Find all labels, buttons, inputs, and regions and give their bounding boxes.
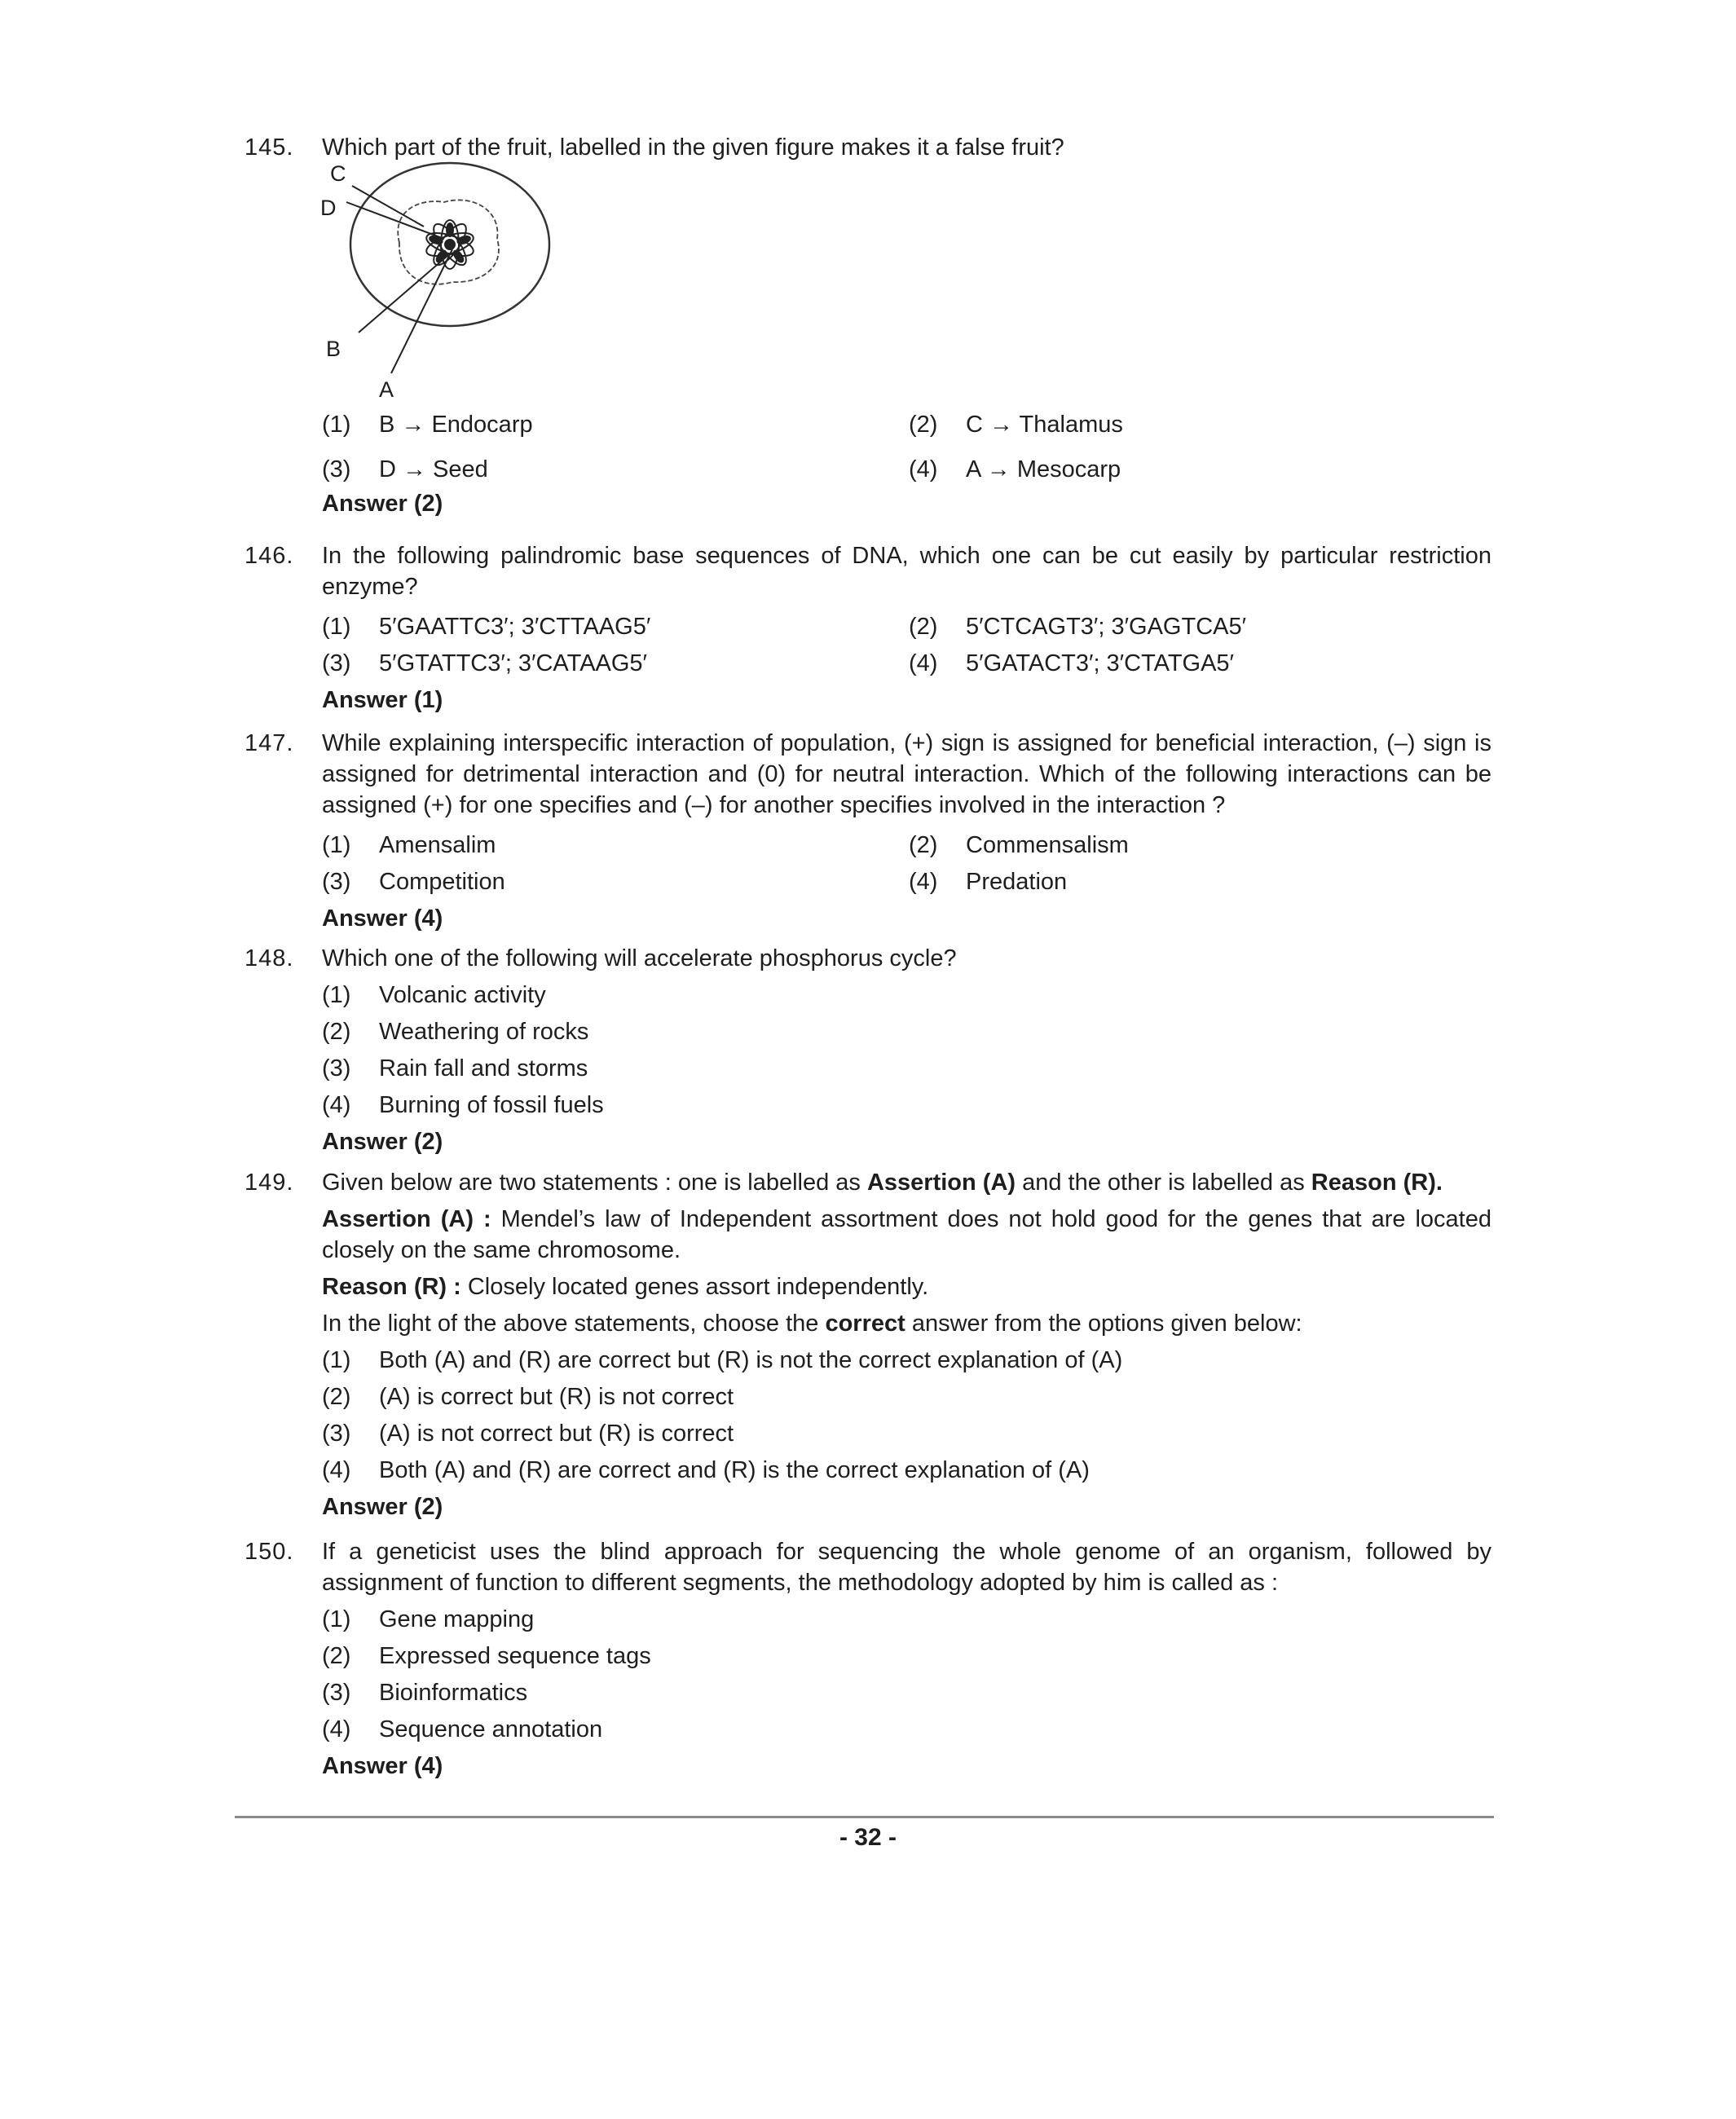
option-2: (2) 5′CTCAGT3′; 3′GAGTCA5′ xyxy=(909,614,1247,640)
fruit-diagram-icon xyxy=(310,161,579,406)
question-stem: If a geneticist uses the blind approach for sequencing the whole genome of an organism, followed by assignment of function to different segments, the methodology adopted by him is called as : xyxy=(322,1539,1491,1596)
option-1: (1) Volcanic activity xyxy=(322,982,546,1008)
figure-label-d: D xyxy=(320,196,337,220)
option-3: (3) (A) is not correct but (R) is correct xyxy=(322,1421,734,1447)
answer: Answer (4) xyxy=(322,905,443,932)
question-stem: In the following palindromic base sequences of DNA, which one can be cut easily by particular restriction enzyme? xyxy=(322,543,1491,600)
option-3: (3) Rain fall and storms xyxy=(322,1055,588,1082)
question-stem: Which one of the following will accelerate phosphorus cycle? xyxy=(322,945,957,971)
answer: Answer (1) xyxy=(322,687,443,713)
answer: Answer (2) xyxy=(322,1129,443,1155)
option-4: (4) Both (A) and (R) are correct and (R) is the correct explanation of (A) xyxy=(322,1457,1090,1483)
figure-label-a: A xyxy=(379,377,394,402)
question-stem: Which part of the fruit, labelled in the given figure makes it a false fruit? xyxy=(322,134,1064,161)
page-number: - 32 - xyxy=(839,1824,897,1851)
option-3: (3) 5′GTATTC3′; 3′CATAAG5′ xyxy=(322,650,647,676)
figure-label-c: C xyxy=(330,161,346,186)
option-1: (1) Amensalim xyxy=(322,832,496,858)
fruit-figure xyxy=(310,161,579,410)
option-4: (4) Predation xyxy=(909,869,1068,895)
question-number: 148. xyxy=(245,945,294,971)
question-stem: Given below are two statements : one is labelled as Assertion (A) and the other is labelled as Reason (R). xyxy=(322,1170,1443,1196)
question-146 xyxy=(245,540,1491,716)
question-150 xyxy=(245,1536,1491,1782)
question-number: 149. xyxy=(245,1170,294,1196)
option-2: (2) (A) is correct but (R) is not correct xyxy=(322,1384,734,1410)
instruction: In the light of the above statements, choose the correct answer from the options given below: xyxy=(322,1311,1302,1337)
question-number: 150. xyxy=(245,1539,294,1565)
answer: Answer (2) xyxy=(322,491,443,517)
footer-divider xyxy=(235,1816,1494,1818)
question-number: 147. xyxy=(245,730,294,756)
question-149 xyxy=(245,1167,1491,1522)
question-148 xyxy=(245,943,1491,1157)
option-1: (1) Both (A) and (R) are correct but (R) is not the correct explanation of (A) xyxy=(322,1347,1123,1373)
question-stem: While explaining interspecific interaction of population, (+) sign is assigned for beneficial interaction, (–) sign is assigned for detrimental interaction and (0) for neutral interaction. Which of the following interactions can be assigned (+) for one specifies and (–) for another specifies involved in the interaction ? xyxy=(322,730,1491,818)
reason: Reason (R) : Closely located genes assort independently. xyxy=(322,1274,929,1300)
option-3: (3) Bioinformatics xyxy=(322,1680,528,1706)
option-4: (4) A → Mesocarp xyxy=(909,456,1121,482)
option-1: (1) 5′GAATTC3′; 3′CTTAAG5′ xyxy=(322,614,651,640)
option-2: (2) Expressed sequence tags xyxy=(322,1643,651,1669)
question-number: 146. xyxy=(245,543,294,569)
option-2: (2) Commensalism xyxy=(909,832,1129,858)
answer: Answer (4) xyxy=(322,1753,443,1779)
option-4: (4) 5′GATACT3′; 3′CTATGA5′ xyxy=(909,650,1234,676)
option-4: (4) Burning of fossil fuels xyxy=(322,1092,604,1118)
option-3: (3) D → Seed xyxy=(322,456,488,482)
option-2: (2) Weathering of rocks xyxy=(322,1019,589,1045)
option-3: (3) Competition xyxy=(322,869,505,895)
option-2: (2) C → Thalamus xyxy=(909,412,1123,438)
option-1: (1) B → Endocarp xyxy=(322,412,533,438)
option-1: (1) Gene mapping xyxy=(322,1606,535,1632)
assertion: Assertion (A) : Mendel’s law of Independent assortment does not hold good for the genes that are located closely on the same chromosome. xyxy=(322,1206,1491,1263)
answer: Answer (2) xyxy=(322,1494,443,1520)
option-4: (4) Sequence annotation xyxy=(322,1716,603,1742)
figure-label-b: B xyxy=(326,337,341,361)
question-147 xyxy=(245,728,1491,934)
question-number: 145. xyxy=(245,134,294,161)
